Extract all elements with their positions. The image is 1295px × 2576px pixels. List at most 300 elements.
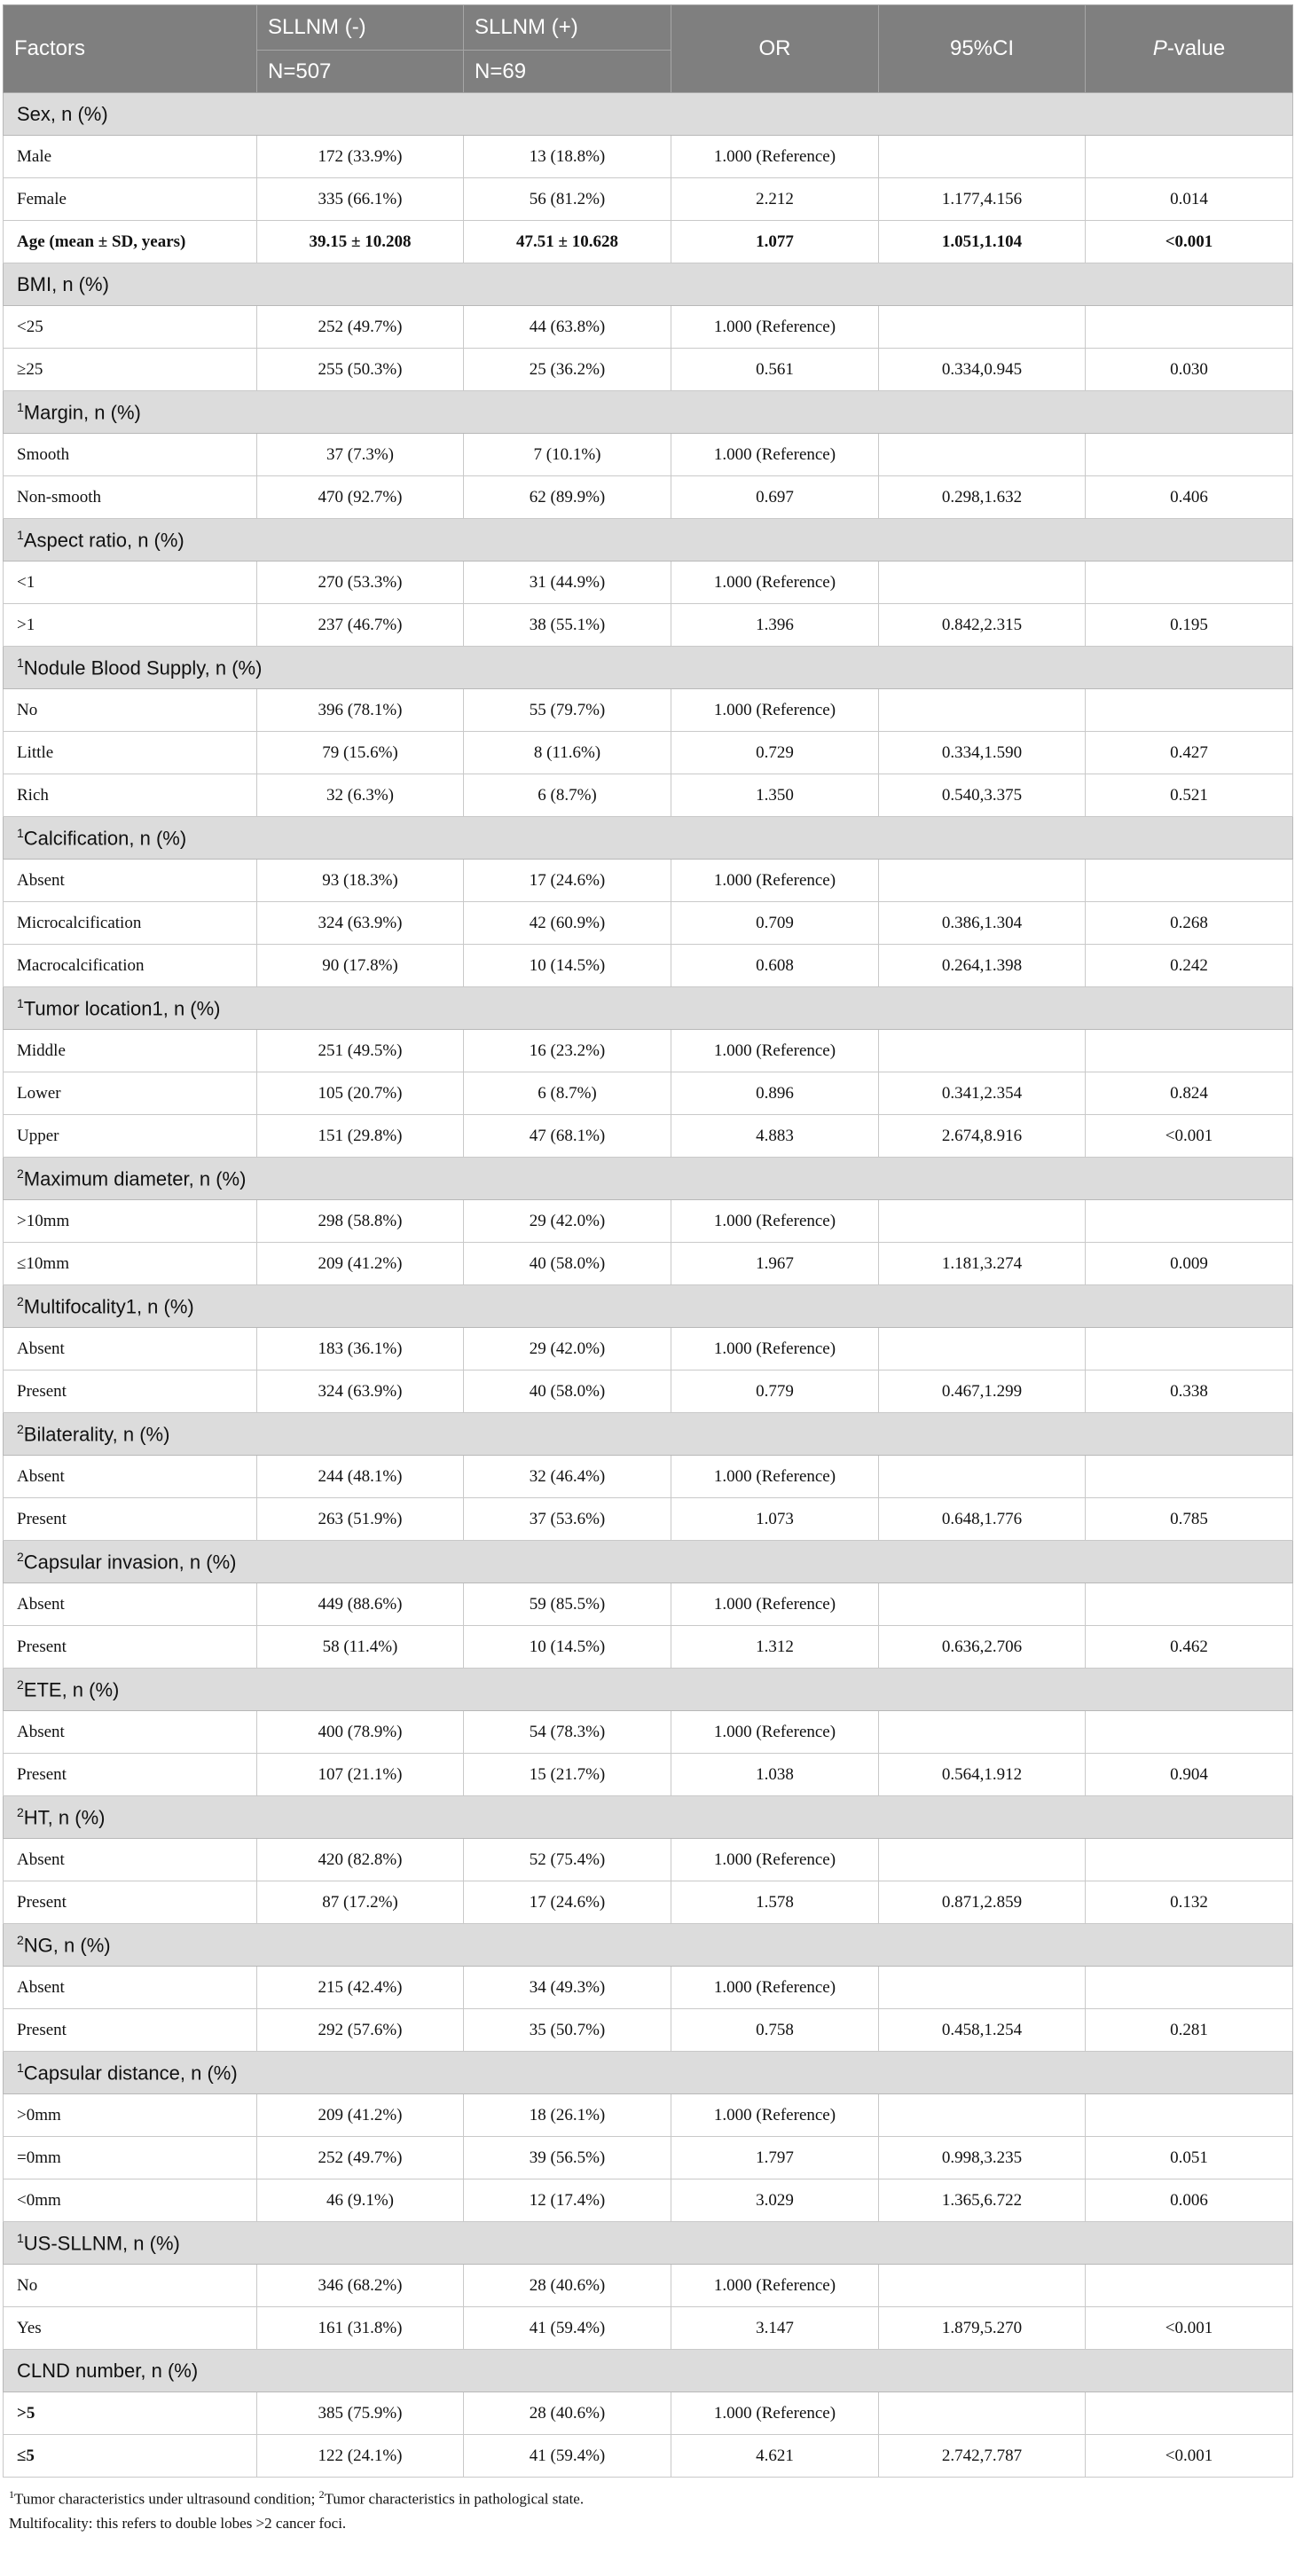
section-label — [4, 1796, 1293, 1839]
cell-factor: Present — [4, 1370, 257, 1413]
cell-sllnm-negative: 298 (58.8%) — [257, 1200, 464, 1243]
cell-sllnm-positive: 42 (60.9%) — [464, 902, 671, 945]
cell-or: 1.000 (Reference) — [671, 860, 879, 902]
table-row — [4, 1030, 1293, 1072]
table-row — [4, 1243, 1293, 1285]
cell-p-value: 0.406 — [1086, 476, 1293, 519]
section-superscript: 2 — [17, 1421, 24, 1436]
cell-ci: 0.264,1.398 — [879, 945, 1086, 987]
cell-factor: Female — [4, 178, 257, 221]
section-text: Bilaterality, n (%) — [23, 1423, 170, 1446]
cell-sllnm-negative: 105 (20.7%) — [257, 1072, 464, 1115]
cell-sllnm-positive: 41 (59.4%) — [464, 2307, 671, 2350]
cell-p-value: <0.001 — [1086, 1115, 1293, 1158]
cell-sllnm-positive: 44 (63.8%) — [464, 306, 671, 349]
cell-p-value — [1086, 2392, 1293, 2435]
cell-or: 1.000 (Reference) — [671, 306, 879, 349]
section-superscript: 2 — [17, 1804, 24, 1819]
cell-p-value: 0.521 — [1086, 774, 1293, 817]
cell-sllnm-positive: 39 (56.5%) — [464, 2137, 671, 2179]
cell-sllnm-positive: 16 (23.2%) — [464, 1030, 671, 1072]
cell-or: 0.896 — [671, 1072, 879, 1115]
cell-ci — [879, 1328, 1086, 1370]
cell-sllnm-positive: 29 (42.0%) — [464, 1328, 671, 1370]
cell-or: 1.000 (Reference) — [671, 1328, 879, 1370]
section-superscript: 1 — [17, 527, 24, 542]
cell-p-value — [1086, 860, 1293, 902]
cell-sllnm-positive: 10 (14.5%) — [464, 1626, 671, 1669]
table-row — [4, 2265, 1293, 2307]
cell-sllnm-negative: 46 (9.1%) — [257, 2179, 464, 2222]
table-row — [4, 732, 1293, 774]
section-label — [4, 2350, 1293, 2392]
univariate-analysis-table — [3, 4, 1293, 2478]
cell-ci: 0.334,1.590 — [879, 732, 1086, 774]
cell-ci — [879, 2265, 1086, 2307]
cell-ci: 2.674,8.916 — [879, 1115, 1086, 1158]
cell-ci: 1.879,5.270 — [879, 2307, 1086, 2350]
cell-factor: Lower — [4, 1072, 257, 1115]
cell-sllnm-negative: 161 (31.8%) — [257, 2307, 464, 2350]
cell-ci: 1.051,1.104 — [879, 221, 1086, 263]
cell-p-value: 0.051 — [1086, 2137, 1293, 2179]
cell-ci: 0.386,1.304 — [879, 902, 1086, 945]
table-row — [4, 562, 1293, 604]
cell-p-value — [1086, 1030, 1293, 1072]
cell-sllnm-positive: 31 (44.9%) — [464, 562, 671, 604]
cell-ci: 2.742,7.787 — [879, 2435, 1086, 2478]
cell-factor: No — [4, 2265, 257, 2307]
cell-ci — [879, 1967, 1086, 2009]
section-text: Calcification, n (%) — [23, 827, 187, 850]
cell-ci: 0.458,1.254 — [879, 2009, 1086, 2052]
cell-or: 1.578 — [671, 1881, 879, 1924]
cell-ci: 1.365,6.722 — [879, 2179, 1086, 2222]
cell-p-value: 0.338 — [1086, 1370, 1293, 1413]
table-row — [4, 178, 1293, 221]
section-text: BMI, n (%) — [17, 272, 109, 295]
cell-or: 1.000 (Reference) — [671, 2094, 879, 2137]
cell-sllnm-positive: 15 (21.7%) — [464, 1754, 671, 1796]
cell-sllnm-negative: 324 (63.9%) — [257, 902, 464, 945]
cell-or: 3.147 — [671, 2307, 879, 2350]
cell-sllnm-negative: 37 (7.3%) — [257, 434, 464, 476]
cell-p-value: 0.132 — [1086, 1881, 1293, 1924]
cell-p-value: <0.001 — [1086, 2307, 1293, 2350]
cell-factor: Absent — [4, 860, 257, 902]
section-label — [4, 519, 1293, 562]
table-row — [4, 1370, 1293, 1413]
cell-ci: 0.467,1.299 — [879, 1370, 1086, 1413]
cell-or: 1.967 — [671, 1243, 879, 1285]
section-label — [4, 2222, 1293, 2265]
cell-factor: ≤10mm — [4, 1243, 257, 1285]
footnote-1: Tumor characteristics under ultrasound condition; — [14, 2490, 319, 2508]
table-row — [4, 1115, 1293, 1158]
cell-sllnm-positive: 41 (59.4%) — [464, 2435, 671, 2478]
cell-sllnm-positive: 8 (11.6%) — [464, 732, 671, 774]
section-text: Capsular distance, n (%) — [23, 2062, 238, 2085]
cell-sllnm-positive: 28 (40.6%) — [464, 2392, 671, 2435]
cell-sllnm-negative: 107 (21.1%) — [257, 1754, 464, 1796]
cell-p-value — [1086, 2265, 1293, 2307]
cell-or: 1.000 (Reference) — [671, 1200, 879, 1243]
section-superscript: 1 — [17, 2060, 24, 2075]
section-superscript: 2 — [17, 1932, 24, 1947]
section-text: CLND number, n (%) — [17, 2359, 199, 2382]
cell-factor: Upper — [4, 1115, 257, 1158]
cell-ci: 1.177,4.156 — [879, 178, 1086, 221]
cell-sllnm-negative: 255 (50.3%) — [257, 349, 464, 391]
table-row — [4, 902, 1293, 945]
table-row — [4, 2179, 1293, 2222]
cell-factor: Little — [4, 732, 257, 774]
table-row — [4, 1754, 1293, 1796]
cell-p-value — [1086, 689, 1293, 732]
section-label — [4, 1285, 1293, 1328]
section-superscript: 1 — [17, 2230, 24, 2245]
cell-p-value: 0.009 — [1086, 1243, 1293, 1285]
cell-or: 1.000 (Reference) — [671, 434, 879, 476]
cell-sllnm-positive: 6 (8.7%) — [464, 1072, 671, 1115]
footnote-2: Tumor characteristics in pathological state. — [324, 2490, 585, 2508]
cell-sllnm-negative: 32 (6.3%) — [257, 774, 464, 817]
section-header-row — [4, 817, 1293, 860]
cell-factor: Microcalcification — [4, 902, 257, 945]
table-row — [4, 945, 1293, 987]
header-or: OR — [671, 5, 879, 93]
cell-sllnm-positive: 62 (89.9%) — [464, 476, 671, 519]
section-header-row — [4, 2350, 1293, 2392]
cell-factor: >10mm — [4, 1200, 257, 1243]
cell-ci: 0.998,3.235 — [879, 2137, 1086, 2179]
table-row — [4, 604, 1293, 647]
cell-factor: Present — [4, 1881, 257, 1924]
cell-sllnm-positive: 52 (75.4%) — [464, 1839, 671, 1881]
section-text: US-SLLNM, n (%) — [23, 2232, 180, 2255]
cell-ci — [879, 136, 1086, 178]
table-row — [4, 2307, 1293, 2350]
cell-ci: 1.181,3.274 — [879, 1243, 1086, 1285]
table-row — [4, 349, 1293, 391]
section-superscript: 1 — [17, 825, 24, 840]
cell-factor: ≤5 — [4, 2435, 257, 2478]
cell-ci — [879, 860, 1086, 902]
table-row — [4, 689, 1293, 732]
cell-sllnm-negative: 335 (66.1%) — [257, 178, 464, 221]
cell-sllnm-negative: 79 (15.6%) — [257, 732, 464, 774]
section-superscript: 1 — [17, 399, 24, 414]
table-row — [4, 2094, 1293, 2137]
header-p-suffix: -value — [1166, 36, 1226, 60]
section-header-row — [4, 1285, 1293, 1328]
cell-sllnm-negative: 93 (18.3%) — [257, 860, 464, 902]
cell-or: 1.000 (Reference) — [671, 1030, 879, 1072]
header-positive-n: N=69 — [464, 51, 671, 93]
cell-sllnm-negative: 292 (57.6%) — [257, 2009, 464, 2052]
cell-factor: ≥25 — [4, 349, 257, 391]
section-label — [4, 1924, 1293, 1967]
cell-factor: Male — [4, 136, 257, 178]
table-container — [3, 4, 1292, 2535]
cell-sllnm-negative: 209 (41.2%) — [257, 1243, 464, 1285]
cell-p-value — [1086, 562, 1293, 604]
cell-sllnm-negative: 90 (17.8%) — [257, 945, 464, 987]
footnote-sup-2: 2 — [318, 2488, 325, 2501]
cell-p-value — [1086, 136, 1293, 178]
table-row — [4, 774, 1293, 817]
cell-factor: <0mm — [4, 2179, 257, 2222]
cell-factor: Absent — [4, 1328, 257, 1370]
cell-or: 1.396 — [671, 604, 879, 647]
table-row — [4, 2392, 1293, 2435]
table-row — [4, 1881, 1293, 1924]
section-label — [4, 647, 1293, 689]
cell-sllnm-negative: 87 (17.2%) — [257, 1881, 464, 1924]
section-label — [4, 93, 1293, 136]
cell-or: 2.212 — [671, 178, 879, 221]
cell-p-value — [1086, 1711, 1293, 1754]
cell-sllnm-negative: 385 (75.9%) — [257, 2392, 464, 2435]
cell-or: 1.077 — [671, 221, 879, 263]
cell-factor: Smooth — [4, 434, 257, 476]
cell-factor: <1 — [4, 562, 257, 604]
cell-or: 0.758 — [671, 2009, 879, 2052]
section-label — [4, 1413, 1293, 1456]
cell-sllnm-negative: 346 (68.2%) — [257, 2265, 464, 2307]
cell-sllnm-positive: 6 (8.7%) — [464, 774, 671, 817]
table-row — [4, 1498, 1293, 1541]
cell-or: 1.000 (Reference) — [671, 562, 879, 604]
cell-sllnm-negative: 151 (29.8%) — [257, 1115, 464, 1158]
section-header-row — [4, 391, 1293, 434]
cell-ci: 0.842,2.315 — [879, 604, 1086, 647]
cell-factor: Age (mean ± SD, years) — [4, 221, 257, 263]
header-sllnm-negative: SLLNM (-) — [257, 5, 464, 51]
cell-sllnm-negative: 400 (78.9%) — [257, 1711, 464, 1754]
section-label — [4, 2052, 1293, 2094]
cell-p-value — [1086, 306, 1293, 349]
section-header-row — [4, 519, 1293, 562]
cell-sllnm-negative: 172 (33.9%) — [257, 136, 464, 178]
cell-ci: 0.341,2.354 — [879, 1072, 1086, 1115]
cell-factor: =0mm — [4, 2137, 257, 2179]
cell-p-value: 0.427 — [1086, 732, 1293, 774]
table-row — [4, 1456, 1293, 1498]
cell-ci: 0.334,0.945 — [879, 349, 1086, 391]
section-header-row — [4, 1413, 1293, 1456]
footnote-line-2: Multifocality: this refers to double lobes >2 cancer foci. — [9, 2514, 347, 2532]
cell-ci — [879, 306, 1086, 349]
cell-factor: Present — [4, 1754, 257, 1796]
cell-p-value: <0.001 — [1086, 2435, 1293, 2478]
cell-factor: Absent — [4, 1711, 257, 1754]
cell-p-value — [1086, 2094, 1293, 2137]
cell-sllnm-positive: 25 (36.2%) — [464, 349, 671, 391]
section-header-row — [4, 2052, 1293, 2094]
cell-p-value: <0.001 — [1086, 221, 1293, 263]
cell-p-value: 0.785 — [1086, 1498, 1293, 1541]
cell-sllnm-negative: 122 (24.1%) — [257, 2435, 464, 2478]
cell-p-value — [1086, 1583, 1293, 1626]
cell-sllnm-positive: 18 (26.1%) — [464, 2094, 671, 2137]
cell-sllnm-negative: 270 (53.3%) — [257, 562, 464, 604]
table-row — [4, 1583, 1293, 1626]
cell-or: 1.000 (Reference) — [671, 2392, 879, 2435]
cell-sllnm-positive: 40 (58.0%) — [464, 1243, 671, 1285]
cell-factor: >5 — [4, 2392, 257, 2435]
table-row — [4, 221, 1293, 263]
cell-p-value — [1086, 434, 1293, 476]
header-factors: Factors — [4, 5, 257, 93]
cell-or: 1.000 (Reference) — [671, 1456, 879, 1498]
table-row — [4, 2435, 1293, 2478]
table-row — [4, 1072, 1293, 1115]
cell-sllnm-positive: 34 (49.3%) — [464, 1967, 671, 2009]
cell-or: 0.561 — [671, 349, 879, 391]
cell-sllnm-positive: 12 (17.4%) — [464, 2179, 671, 2222]
cell-p-value — [1086, 1456, 1293, 1498]
section-superscript: 2 — [17, 1677, 24, 1692]
cell-factor: Absent — [4, 1839, 257, 1881]
cell-factor: Non-smooth — [4, 476, 257, 519]
cell-factor: Present — [4, 2009, 257, 2052]
table-body — [4, 93, 1293, 2478]
cell-p-value: 0.242 — [1086, 945, 1293, 987]
cell-or: 0.779 — [671, 1370, 879, 1413]
section-label — [4, 391, 1293, 434]
cell-ci: 0.298,1.632 — [879, 476, 1086, 519]
cell-p-value: 0.195 — [1086, 604, 1293, 647]
cell-ci — [879, 434, 1086, 476]
cell-sllnm-negative: 215 (42.4%) — [257, 1967, 464, 2009]
cell-sllnm-negative: 252 (49.7%) — [257, 2137, 464, 2179]
cell-or: 1.000 (Reference) — [671, 1967, 879, 2009]
cell-sllnm-negative: 58 (11.4%) — [257, 1626, 464, 1669]
section-header-row — [4, 1669, 1293, 1711]
cell-or: 1.312 — [671, 1626, 879, 1669]
cell-sllnm-positive: 56 (81.2%) — [464, 178, 671, 221]
cell-or: 1.000 (Reference) — [671, 689, 879, 732]
cell-factor: >1 — [4, 604, 257, 647]
cell-sllnm-positive: 17 (24.6%) — [464, 860, 671, 902]
cell-or: 1.797 — [671, 2137, 879, 2179]
cell-or: 1.038 — [671, 1754, 879, 1796]
section-label — [4, 817, 1293, 860]
cell-sllnm-positive: 17 (24.6%) — [464, 1881, 671, 1924]
section-superscript: 1 — [17, 995, 24, 1010]
table-row — [4, 1967, 1293, 2009]
cell-p-value — [1086, 1200, 1293, 1243]
cell-ci — [879, 2392, 1086, 2435]
cell-sllnm-positive: 54 (78.3%) — [464, 1711, 671, 1754]
cell-sllnm-positive: 38 (55.1%) — [464, 604, 671, 647]
cell-sllnm-positive: 10 (14.5%) — [464, 945, 671, 987]
cell-or: 1.000 (Reference) — [671, 136, 879, 178]
table-row — [4, 434, 1293, 476]
cell-ci — [879, 562, 1086, 604]
cell-sllnm-positive: 55 (79.7%) — [464, 689, 671, 732]
cell-p-value: 0.462 — [1086, 1626, 1293, 1669]
section-text: Multifocality1, n (%) — [23, 1295, 194, 1318]
table-row — [4, 1839, 1293, 1881]
section-text: Tumor location1, n (%) — [23, 997, 221, 1020]
cell-or: 1.000 (Reference) — [671, 2265, 879, 2307]
cell-or: 3.029 — [671, 2179, 879, 2222]
cell-p-value — [1086, 1328, 1293, 1370]
cell-factor: Absent — [4, 1456, 257, 1498]
section-label — [4, 1669, 1293, 1711]
header-p-value — [1086, 5, 1293, 93]
section-header-row — [4, 93, 1293, 136]
cell-factor: Absent — [4, 1583, 257, 1626]
section-header-row — [4, 987, 1293, 1030]
cell-p-value — [1086, 1967, 1293, 2009]
section-header-row — [4, 1924, 1293, 1967]
cell-sllnm-negative: 252 (49.7%) — [257, 306, 464, 349]
cell-factor: Absent — [4, 1967, 257, 2009]
table-row — [4, 136, 1293, 178]
table-row — [4, 860, 1293, 902]
cell-sllnm-negative: 470 (92.7%) — [257, 476, 464, 519]
cell-p-value: 0.824 — [1086, 1072, 1293, 1115]
header-sllnm-positive: SLLNM (+) — [464, 5, 671, 51]
section-header-row — [4, 647, 1293, 689]
cell-factor: Rich — [4, 774, 257, 817]
cell-ci: 0.648,1.776 — [879, 1498, 1086, 1541]
cell-ci — [879, 1456, 1086, 1498]
cell-p-value: 0.030 — [1086, 349, 1293, 391]
cell-factor: Present — [4, 1498, 257, 1541]
section-header-row — [4, 1796, 1293, 1839]
cell-sllnm-negative: 251 (49.5%) — [257, 1030, 464, 1072]
cell-ci: 0.636,2.706 — [879, 1626, 1086, 1669]
cell-p-value: 0.014 — [1086, 178, 1293, 221]
section-label — [4, 1541, 1293, 1583]
cell-p-value — [1086, 1839, 1293, 1881]
cell-or: 1.350 — [671, 774, 879, 817]
section-text: Sex, n (%) — [17, 102, 108, 125]
cell-or: 1.000 (Reference) — [671, 1583, 879, 1626]
cell-p-value: 0.268 — [1086, 902, 1293, 945]
table-header — [4, 5, 1293, 93]
header-negative-n: N=507 — [257, 51, 464, 93]
section-text: Margin, n (%) — [23, 401, 141, 424]
section-text: NG, n (%) — [23, 1934, 111, 1957]
table-row — [4, 476, 1293, 519]
section-header-row — [4, 2222, 1293, 2265]
section-text: HT, n (%) — [23, 1806, 106, 1829]
table-row — [4, 2009, 1293, 2052]
cell-or: 1.000 (Reference) — [671, 1711, 879, 1754]
section-superscript: 2 — [17, 1549, 24, 1564]
cell-or: 4.621 — [671, 2435, 879, 2478]
cell-sllnm-negative: 420 (82.8%) — [257, 1839, 464, 1881]
cell-sllnm-negative: 183 (36.1%) — [257, 1328, 464, 1370]
section-text: Maximum diameter, n (%) — [23, 1167, 247, 1190]
cell-sllnm-positive: 32 (46.4%) — [464, 1456, 671, 1498]
table-row — [4, 1200, 1293, 1243]
section-superscript: 1 — [17, 655, 24, 670]
cell-sllnm-positive: 59 (85.5%) — [464, 1583, 671, 1626]
section-text: ETE, n (%) — [23, 1678, 120, 1701]
section-label — [4, 1158, 1293, 1200]
section-text: Nodule Blood Supply, n (%) — [23, 656, 263, 679]
cell-ci — [879, 1711, 1086, 1754]
footnotes — [3, 2483, 1292, 2535]
cell-sllnm-positive: 13 (18.8%) — [464, 136, 671, 178]
cell-sllnm-positive: 29 (42.0%) — [464, 1200, 671, 1243]
